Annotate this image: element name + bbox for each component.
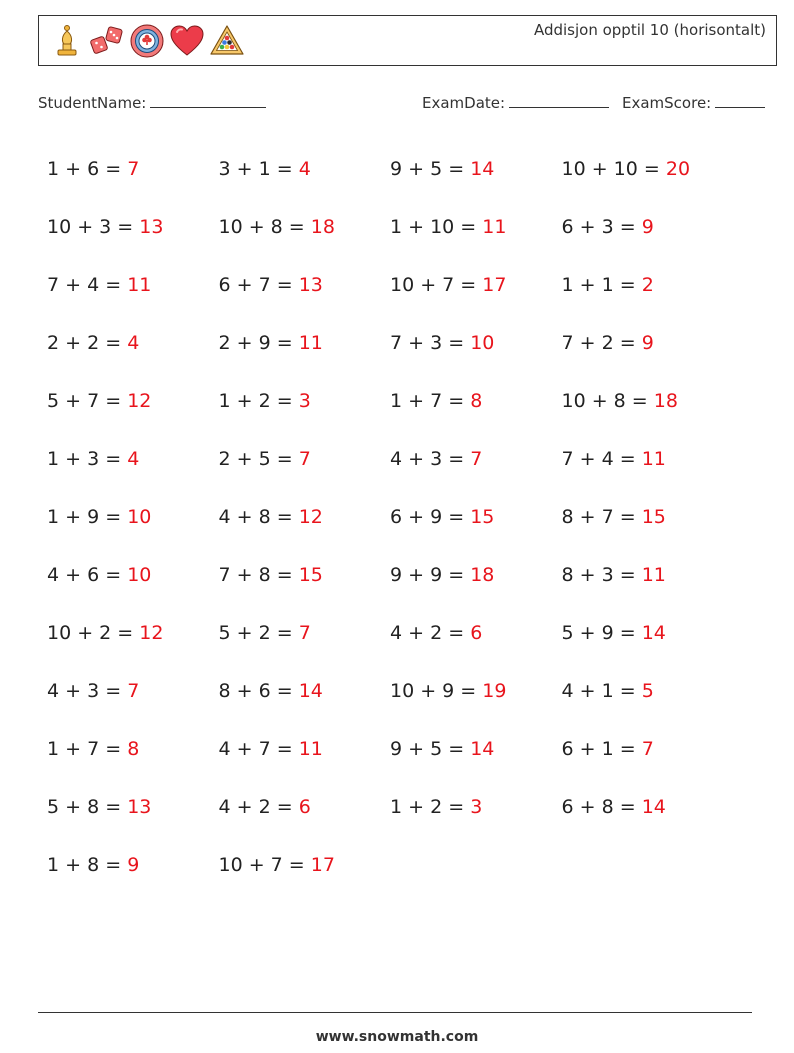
problem-answer: 10 — [127, 506, 152, 528]
problem-row — [47, 604, 747, 662]
problem-answer: 18 — [310, 216, 335, 238]
problem-question: 4 + 3 = — [390, 448, 465, 470]
dice-icon — [89, 23, 125, 59]
worksheet-title: Addisjon opptil 10 (horisontalt) — [533, 21, 766, 39]
problem-answer: 10 — [127, 564, 152, 586]
problem-row — [47, 256, 747, 314]
chess-bishop-icon — [49, 23, 85, 59]
problem-item — [219, 274, 391, 296]
problem-question: 1 + 3 = — [47, 448, 122, 470]
problem-answer: 11 — [127, 274, 152, 296]
problem-question: 10 + 10 = — [561, 158, 660, 180]
problem-row — [47, 198, 747, 256]
problem-answer: 4 — [127, 332, 140, 354]
problem-question: 10 + 9 = — [390, 680, 477, 702]
problem-row — [47, 836, 747, 894]
problem-answer: 6 — [298, 796, 311, 818]
problem-answer: 14 — [641, 796, 666, 818]
problem-answer: 4 — [298, 158, 311, 180]
problem-answer: 13 — [298, 274, 323, 296]
exam-date-blank[interactable] — [509, 93, 609, 108]
problem-answer: 14 — [641, 622, 666, 644]
problem-answer: 14 — [470, 738, 495, 760]
problem-item — [562, 216, 734, 238]
problem-question: 1 + 1 = — [561, 274, 636, 296]
problem-question: 5 + 7 = — [47, 390, 122, 412]
problem-question: 4 + 6 = — [47, 564, 122, 586]
problem-question: 2 + 9 = — [218, 332, 293, 354]
problem-question: 6 + 8 = — [561, 796, 636, 818]
problem-question: 3 + 1 = — [218, 158, 293, 180]
problem-item — [390, 158, 562, 180]
problem-question: 1 + 8 = — [47, 854, 122, 876]
problem-answer: 11 — [641, 448, 666, 470]
problem-question: 1 + 6 = — [47, 158, 122, 180]
problem-row — [47, 140, 747, 198]
problem-item — [390, 390, 562, 412]
problem-answer: 17 — [482, 274, 507, 296]
problem-row — [47, 778, 747, 836]
problem-answer: 14 — [298, 680, 323, 702]
problem-row — [47, 546, 747, 604]
problem-grid — [47, 140, 747, 894]
problem-item — [47, 506, 219, 528]
problem-answer: 19 — [482, 680, 507, 702]
problem-question: 4 + 7 = — [218, 738, 293, 760]
problem-answer: 8 — [470, 390, 483, 412]
problem-item — [47, 332, 219, 354]
problem-answer: 7 — [298, 622, 311, 644]
problem-answer: 11 — [298, 332, 323, 354]
problem-item — [562, 274, 734, 296]
problem-item — [390, 796, 562, 818]
problem-answer: 15 — [298, 564, 323, 586]
problem-item — [47, 796, 219, 818]
problem-answer: 15 — [641, 506, 666, 528]
problem-item — [47, 680, 219, 702]
problem-item — [219, 680, 391, 702]
problem-question: 10 + 7 = — [390, 274, 477, 296]
problem-item — [390, 506, 562, 528]
problem-answer: 9 — [641, 216, 654, 238]
problem-answer: 8 — [127, 738, 140, 760]
problem-question: 9 + 9 = — [390, 564, 465, 586]
worksheet-header — [38, 15, 777, 66]
problem-question: 5 + 8 = — [47, 796, 122, 818]
problem-question: 4 + 2 = — [218, 796, 293, 818]
problem-item — [390, 448, 562, 470]
problem-item — [562, 390, 734, 412]
problem-item — [219, 738, 391, 760]
heart-icon — [169, 23, 205, 59]
problem-answer: 14 — [470, 158, 495, 180]
header-icons — [49, 21, 245, 61]
problem-item — [219, 506, 391, 528]
problem-question: 1 + 9 = — [47, 506, 122, 528]
problem-row — [47, 314, 747, 372]
problem-question: 4 + 3 = — [47, 680, 122, 702]
problem-item — [47, 738, 219, 760]
problem-question: 6 + 7 = — [218, 274, 293, 296]
problem-question: 10 + 7 = — [218, 854, 305, 876]
problem-question: 7 + 4 = — [561, 448, 636, 470]
problem-item — [562, 564, 734, 586]
problem-item — [219, 332, 391, 354]
problem-item — [562, 158, 734, 180]
problem-question: 7 + 4 = — [47, 274, 122, 296]
problem-question: 1 + 10 = — [390, 216, 477, 238]
problem-answer: 4 — [127, 448, 140, 470]
problem-question: 6 + 9 = — [390, 506, 465, 528]
problem-item — [562, 622, 734, 644]
problem-answer: 5 — [641, 680, 654, 702]
problem-answer: 6 — [470, 622, 483, 644]
problem-item — [562, 680, 734, 702]
problem-item — [47, 448, 219, 470]
exam-score-blank[interactable] — [715, 93, 765, 108]
problem-question: 9 + 5 = — [390, 158, 465, 180]
problem-item — [219, 390, 391, 412]
problem-item — [219, 158, 391, 180]
problem-answer: 9 — [127, 854, 140, 876]
problem-question: 10 + 8 = — [218, 216, 305, 238]
student-name-field[interactable] — [38, 93, 266, 112]
problem-question: 7 + 3 = — [390, 332, 465, 354]
problem-question: 5 + 2 = — [218, 622, 293, 644]
problem-item — [390, 274, 562, 296]
problem-question: 4 + 1 = — [561, 680, 636, 702]
problem-item — [390, 622, 562, 644]
problem-question: 7 + 2 = — [561, 332, 636, 354]
problem-row — [47, 662, 747, 720]
problem-answer: 18 — [653, 390, 678, 412]
problem-item — [219, 796, 391, 818]
problem-question: 8 + 3 = — [561, 564, 636, 586]
problem-item — [219, 854, 391, 876]
problem-item — [390, 216, 562, 238]
problem-item — [47, 622, 219, 644]
problem-answer: 20 — [665, 158, 691, 180]
problem-answer: 7 — [127, 158, 140, 180]
problem-question: 10 + 8 = — [561, 390, 648, 412]
problem-answer: 2 — [641, 274, 654, 296]
poker-chip-icon — [129, 23, 165, 59]
problem-question: 4 + 8 = — [218, 506, 293, 528]
problem-answer: 11 — [298, 738, 323, 760]
problem-question: 8 + 6 = — [218, 680, 293, 702]
problem-answer: 7 — [298, 448, 311, 470]
problem-answer: 17 — [310, 854, 335, 876]
problem-row — [47, 430, 747, 488]
problem-item — [47, 274, 219, 296]
problem-question: 4 + 2 = — [390, 622, 465, 644]
problem-question: 5 + 9 = — [561, 622, 636, 644]
problem-item — [390, 738, 562, 760]
problem-answer: 11 — [641, 564, 666, 586]
problem-answer: 12 — [127, 390, 152, 412]
student-name-blank[interactable] — [150, 93, 266, 108]
exam-date-label: ExamDate: — [422, 94, 506, 112]
problem-answer: 15 — [470, 506, 495, 528]
exam-score-field[interactable] — [622, 93, 765, 112]
problem-answer: 12 — [298, 506, 323, 528]
problem-answer: 7 — [470, 448, 483, 470]
problem-answer: 3 — [298, 390, 311, 412]
problem-answer: 12 — [139, 622, 164, 644]
problem-item — [219, 564, 391, 586]
problem-item — [562, 506, 734, 528]
problem-answer: 10 — [470, 332, 495, 354]
problem-question: 6 + 1 = — [561, 738, 636, 760]
problem-item — [219, 448, 391, 470]
problem-item — [47, 854, 219, 876]
student-name-label: StudentName: — [38, 94, 147, 112]
problem-question: 8 + 7 = — [561, 506, 636, 528]
problem-answer: 7 — [641, 738, 654, 760]
problem-question: 1 + 7 = — [47, 738, 122, 760]
exam-date-field[interactable] — [422, 93, 609, 112]
problem-question: 10 + 2 = — [47, 622, 134, 644]
problem-answer: 9 — [641, 332, 654, 354]
problem-question: 6 + 3 = — [561, 216, 636, 238]
problem-row — [47, 720, 747, 778]
problem-answer: 7 — [127, 680, 140, 702]
problem-question: 2 + 2 = — [47, 332, 122, 354]
billiard-rack-icon — [209, 23, 245, 59]
problem-question: 2 + 5 = — [218, 448, 293, 470]
problem-item — [390, 680, 562, 702]
problem-answer: 3 — [470, 796, 483, 818]
problem-answer: 11 — [482, 216, 507, 238]
problem-item — [562, 738, 734, 760]
problem-item — [47, 216, 219, 238]
problem-item — [219, 216, 391, 238]
problem-question: 1 + 7 = — [390, 390, 465, 412]
problem-item — [562, 796, 734, 818]
problem-question: 10 + 3 = — [47, 216, 134, 238]
problem-question: 1 + 2 = — [390, 796, 465, 818]
problem-item — [219, 622, 391, 644]
problem-item — [47, 390, 219, 412]
problem-item — [390, 564, 562, 586]
problem-answer: 13 — [139, 216, 164, 238]
problem-question: 9 + 5 = — [390, 738, 465, 760]
footer-divider — [38, 1012, 752, 1013]
problem-question: 7 + 8 = — [218, 564, 293, 586]
problem-item — [47, 564, 219, 586]
footer-url: www.snowmath.com — [315, 1029, 479, 1045]
problem-question: 1 + 2 = — [218, 390, 293, 412]
problem-answer: 13 — [127, 796, 152, 818]
problem-answer: 18 — [470, 564, 495, 586]
problem-item — [390, 332, 562, 354]
problem-row — [47, 488, 747, 546]
problem-item — [47, 158, 219, 180]
exam-score-label: ExamScore: — [622, 94, 712, 112]
problem-row — [47, 372, 747, 430]
problem-item — [562, 332, 734, 354]
problem-item — [562, 448, 734, 470]
